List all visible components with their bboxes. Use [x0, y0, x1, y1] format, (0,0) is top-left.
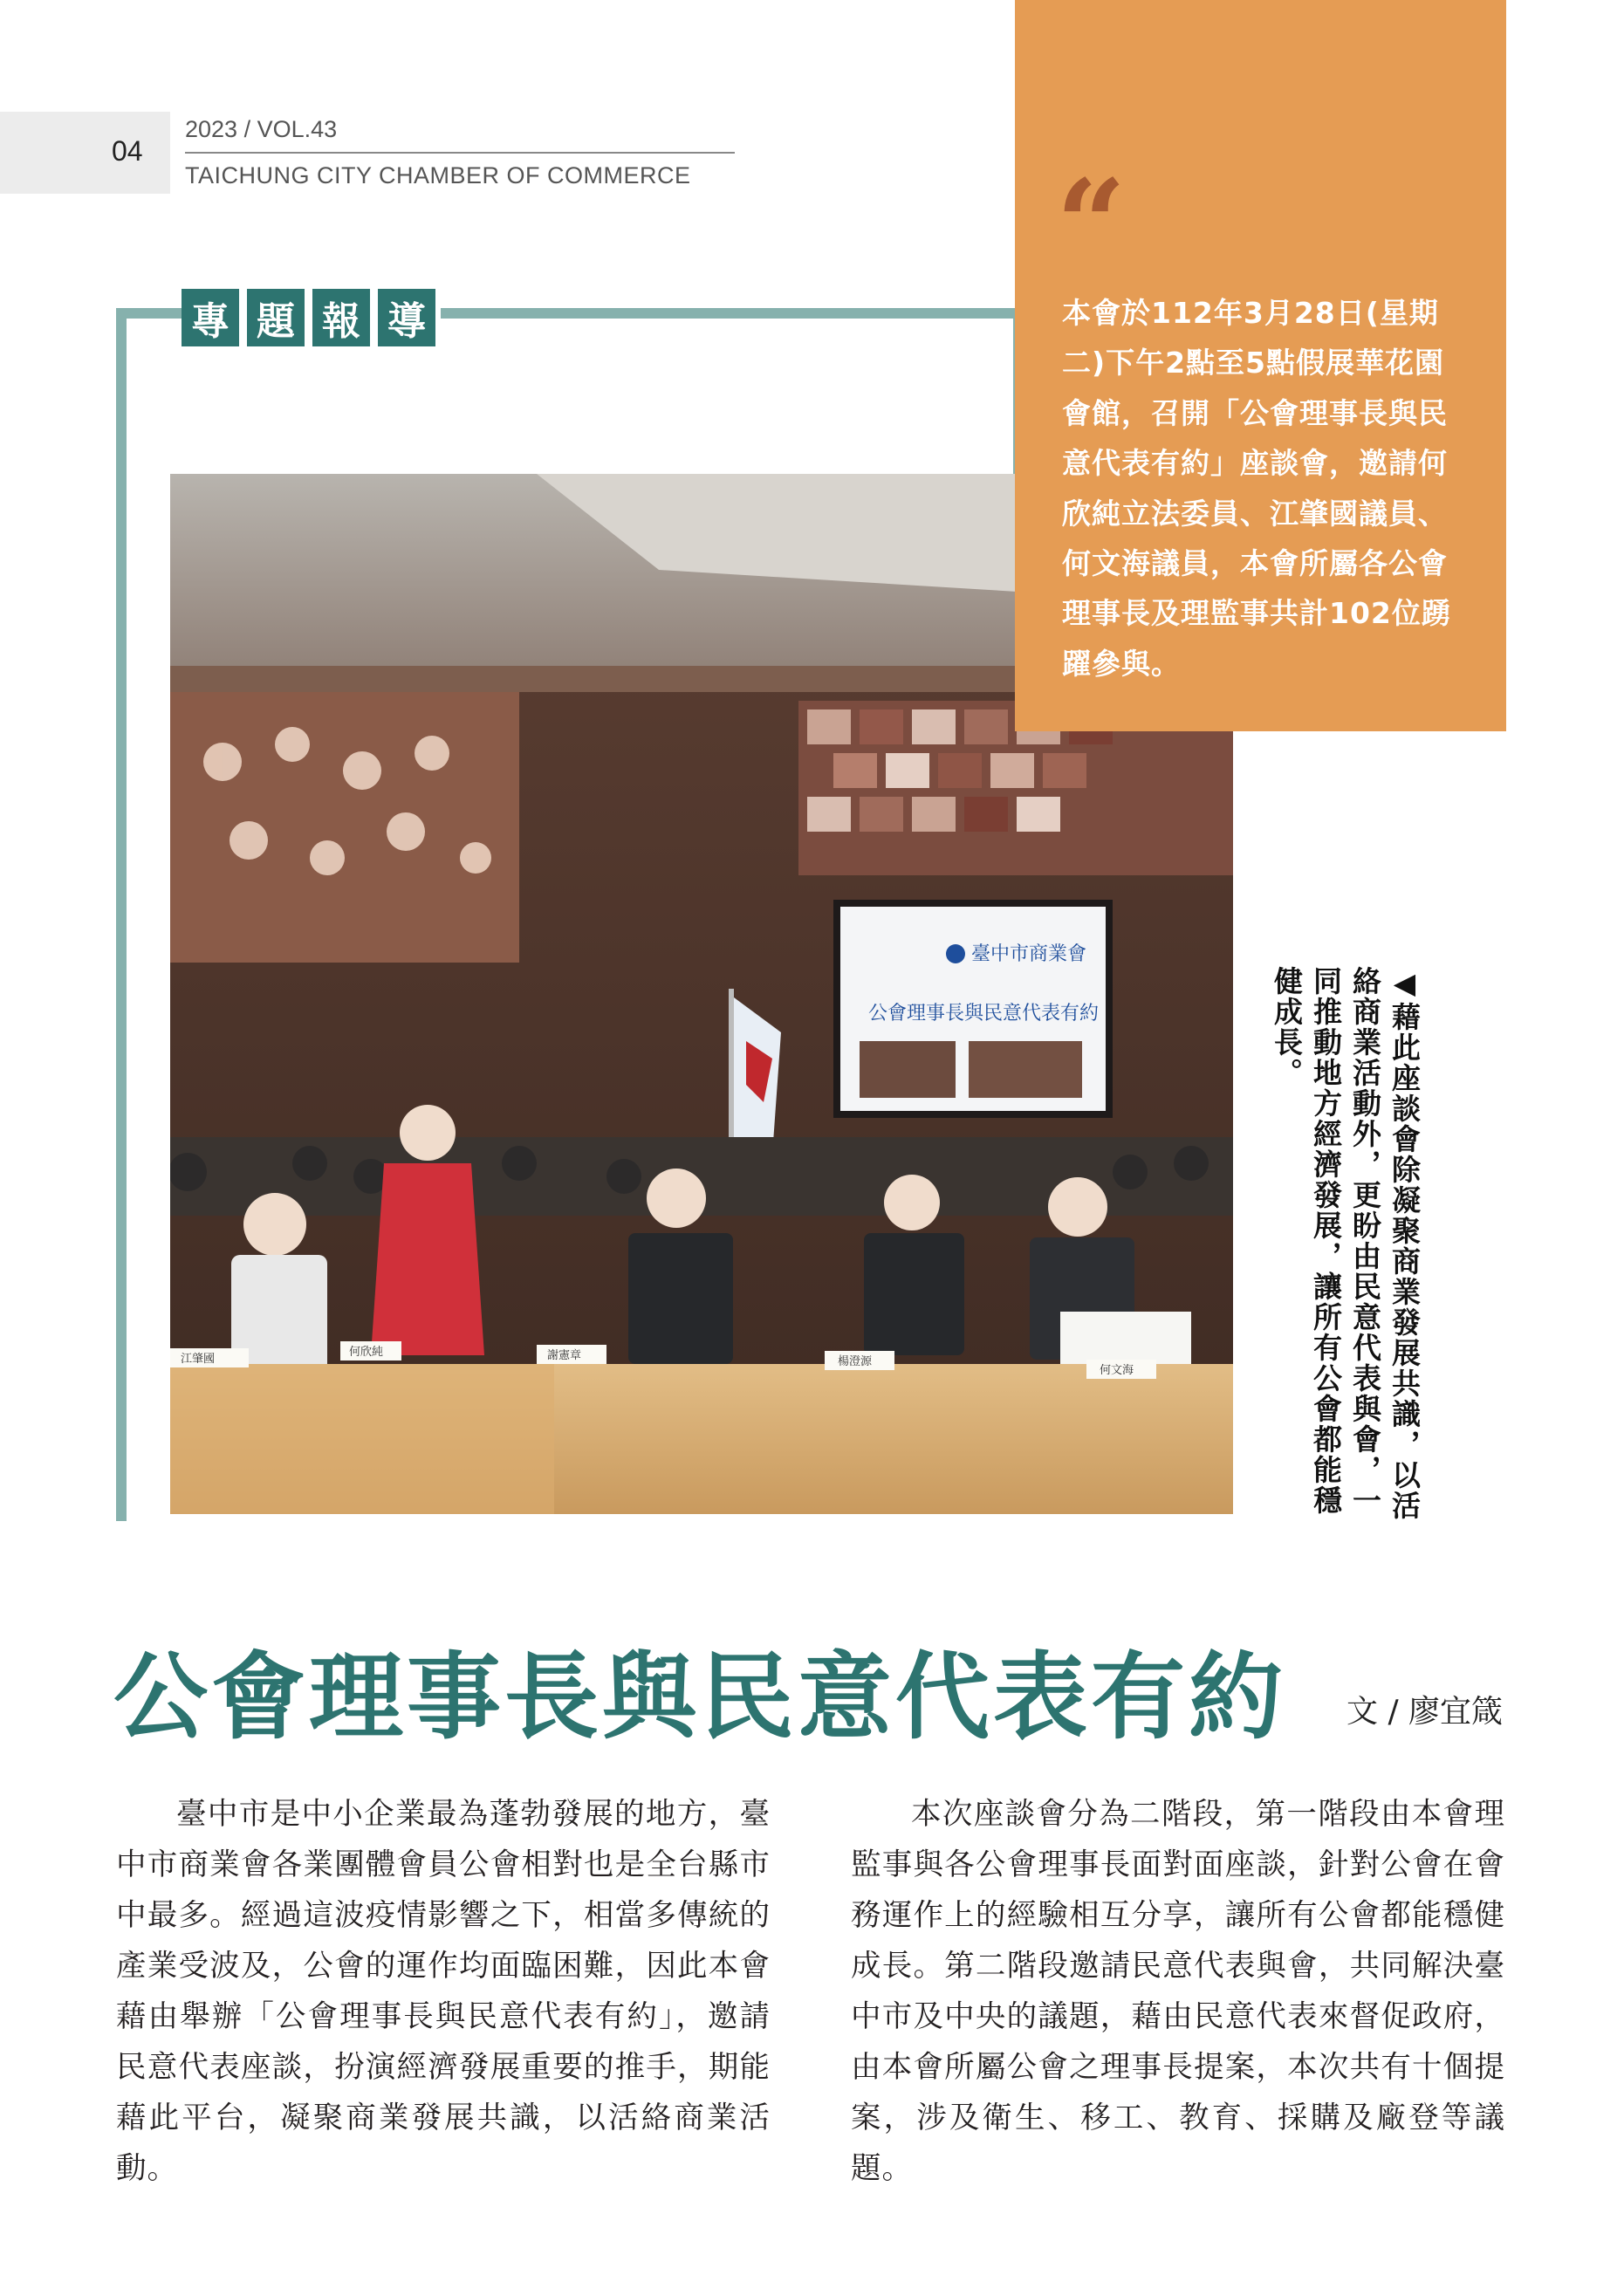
header-divider	[185, 152, 735, 154]
name-plate-text: 何文海	[1100, 1364, 1134, 1377]
frame-top-bar-right	[441, 308, 1024, 319]
article-paragraph-1: 臺中市是中小企業最為蓬勃發展的地方，臺中市商業會各業團體會員公會相對也是全台縣市中最多。經過這波疫情影響之下，相當多傳統的產業受波及，公會的運作均面臨困難，因此本會藉由舉辦「公會理事長與民意代表有約」，邀請民意代表座談，扮演經濟發展重要的推手，期能藉此平台，凝聚商業發展共識，以活絡商業活動。	[116, 1797, 771, 2186]
organization-label: TAICHUNG CITY CHAMBER OF COMMERCE	[185, 162, 691, 188]
name-plate-text: 何欣純	[349, 1346, 384, 1359]
frame-top-bar	[116, 308, 182, 319]
section-badge-char: 報	[312, 289, 370, 346]
page-number-tab	[0, 112, 170, 194]
section-badge	[182, 289, 435, 346]
pull-quote-text: 本會於112年3月28日(星期二)下午2點至5點假展華花園會館，召開「公會理事長與民意代表有約」座談會，邀請何欣純立法委員、江肇國議員、何文海議員，本會所屬各公會理事長及理監事共計102位踴躍參與。	[1062, 296, 1451, 681]
screen-logo-text: 臺中市商業會	[971, 943, 1087, 965]
name-plate-text: 謝憲章	[547, 1349, 582, 1362]
volume-label: 2023 / VOL.43	[185, 116, 338, 142]
section-badge-char: 專	[182, 289, 239, 346]
section-badge-char: 導	[378, 289, 435, 346]
screen-title-text: 公會理事長與民意代表有約	[868, 1003, 1100, 1025]
article-title: 公會理事長與民意代表有約	[113, 1643, 1287, 1752]
page-number: 04	[112, 135, 143, 167]
article-byline: 文 / 廖宜箴	[1346, 1694, 1504, 1730]
name-plate-text: 江肇國	[181, 1353, 216, 1366]
frame-left-bar	[116, 308, 127, 1521]
photo-caption: ◀藉此座談會除凝聚商業發展共識，以活絡商業活動外，更盼由民意代表與會，一同推動地方經濟發展，讓所有公會都能穩健成長。	[1270, 966, 1422, 1521]
article-paragraph-2: 本次座談會分為二階段，第一階段由本會理監事與各公會理事長面對面座談，針對公會在會務運作上的經驗相互分享，讓所有公會都能穩健成長。第二階段邀請民意代表與會，共同解決臺中市及中央的議題，藉由民意代表來督促政府，由本會所屬公會之理事長提案，本次共有十個提案，涉及衛生、移工、教育、採購及廠登等議題。	[851, 1797, 1505, 2186]
name-plate-text: 楊澄源	[838, 1355, 873, 1368]
quote-mark-icon: “	[1056, 154, 1127, 297]
section-badge-char: 題	[247, 289, 305, 346]
